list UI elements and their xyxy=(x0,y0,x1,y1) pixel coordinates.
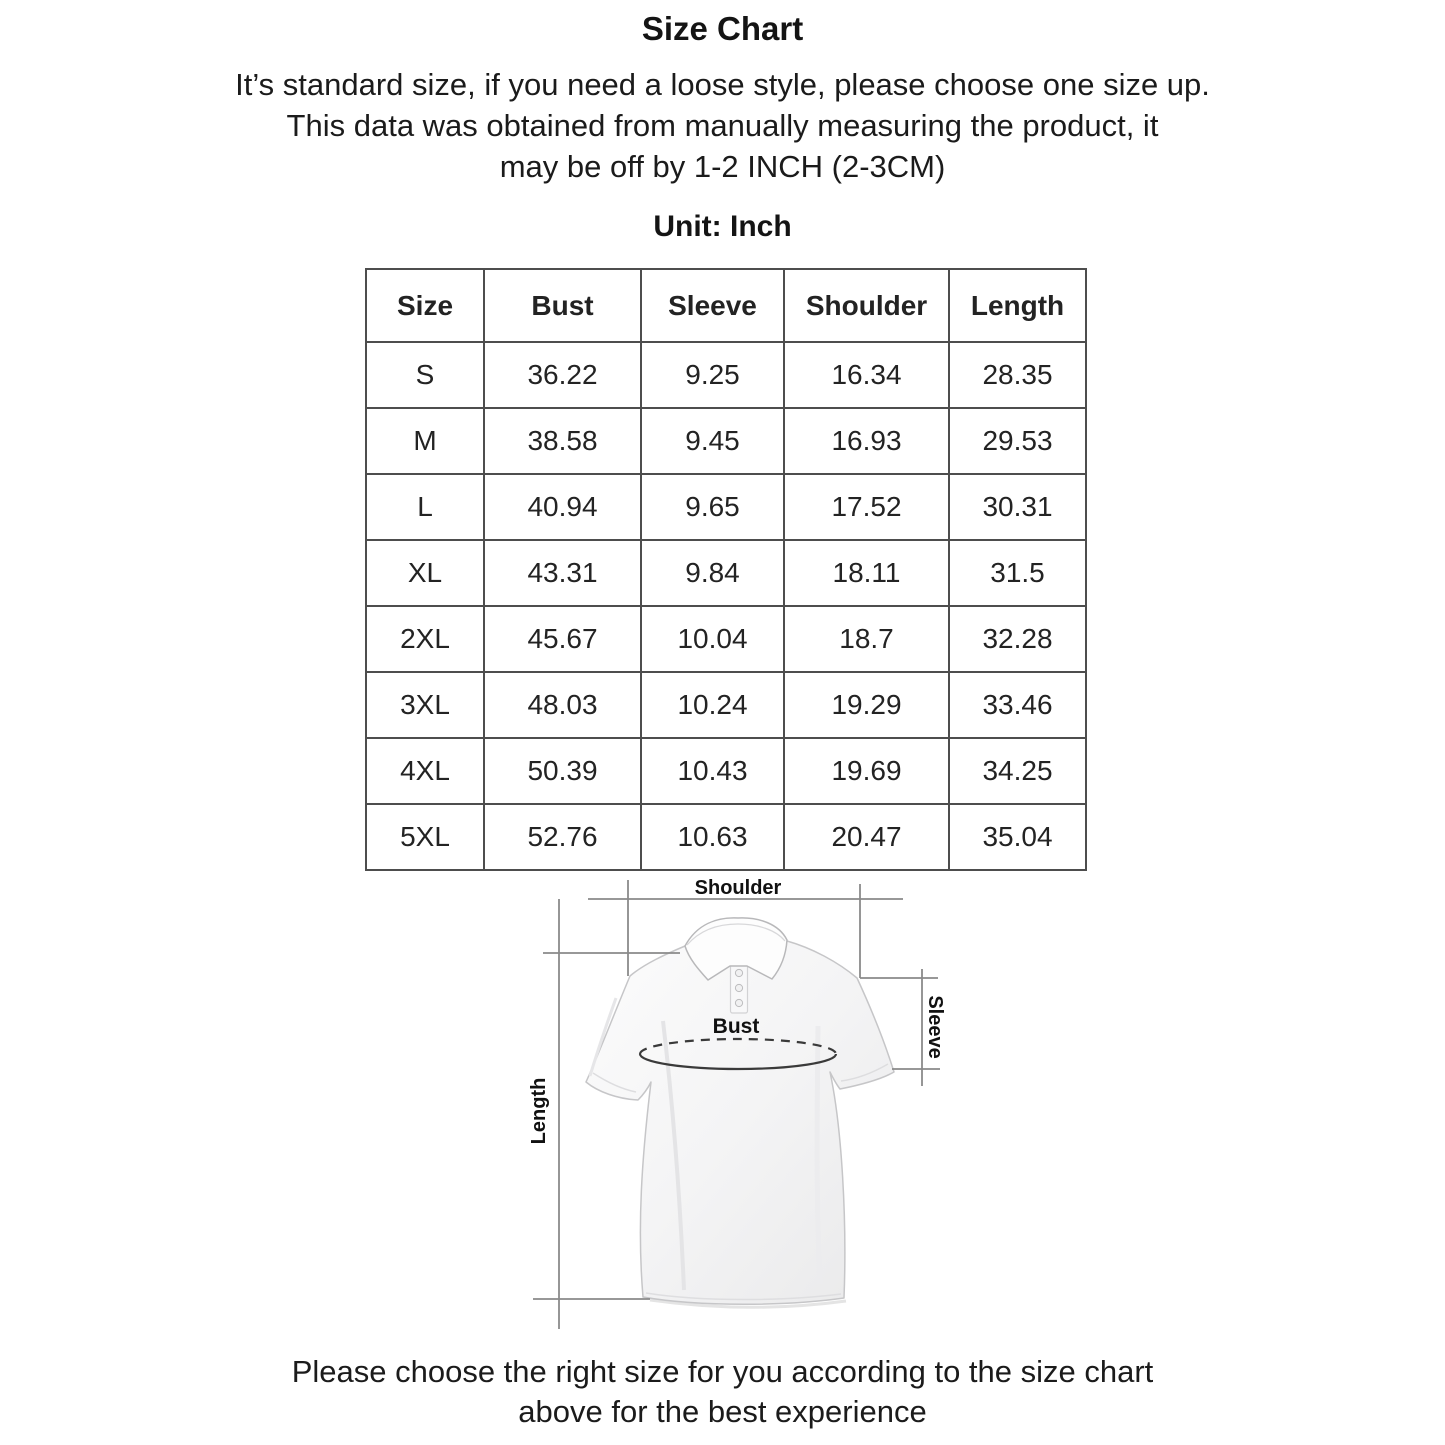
button-icon xyxy=(735,984,742,991)
measurement-diagram xyxy=(520,866,980,1336)
footer-note-line: above for the best experience xyxy=(518,1394,927,1429)
cell-size: L xyxy=(366,474,484,540)
cell-size: M xyxy=(366,408,484,474)
cell-size: XL xyxy=(366,540,484,606)
cell-size: S xyxy=(366,342,484,408)
cell-length: 34.25 xyxy=(949,738,1086,804)
cell-size: 3XL xyxy=(366,672,484,738)
size-note-line: It’s standard size, if you need a loose style, please choose one size up. xyxy=(235,67,1210,102)
shoulder-label: Shoulder xyxy=(694,877,782,899)
size-note xyxy=(0,64,1445,187)
polo-shirt-illustration xyxy=(586,918,894,1307)
size-table xyxy=(365,268,1087,871)
footer-note xyxy=(0,1352,1445,1432)
cell-sleeve: 9.84 xyxy=(641,540,784,606)
cell-sleeve: 10.04 xyxy=(641,606,784,672)
bust-label: Bust xyxy=(712,1015,760,1038)
cell-length: 28.35 xyxy=(949,342,1086,408)
cell-sleeve: 10.43 xyxy=(641,738,784,804)
col-header-shoulder: Shoulder xyxy=(784,269,949,342)
cell-size: 5XL xyxy=(366,804,484,870)
cell-bust: 48.03 xyxy=(484,672,641,738)
cell-shoulder: 19.29 xyxy=(784,672,949,738)
cell-length: 29.53 xyxy=(949,408,1086,474)
cell-bust: 38.58 xyxy=(484,408,641,474)
cell-bust: 36.22 xyxy=(484,342,641,408)
cell-sleeve: 10.24 xyxy=(641,672,784,738)
cell-sleeve: 9.45 xyxy=(641,408,784,474)
fold-line xyxy=(817,1026,820,1284)
table-row xyxy=(366,474,1086,540)
cell-sleeve: 9.25 xyxy=(641,342,784,408)
cell-length: 31.5 xyxy=(949,540,1086,606)
table-row xyxy=(366,606,1086,672)
button-icon xyxy=(735,999,742,1006)
table-row xyxy=(366,672,1086,738)
sleeve-label: Sleeve xyxy=(924,995,946,1059)
cell-length: 30.31 xyxy=(949,474,1086,540)
cell-shoulder: 18.11 xyxy=(784,540,949,606)
cell-shoulder: 20.47 xyxy=(784,804,949,870)
cell-shoulder: 17.52 xyxy=(784,474,949,540)
cell-shoulder: 16.34 xyxy=(784,342,949,408)
cell-bust: 52.76 xyxy=(484,804,641,870)
size-note-line: This data was obtained from manually measuring the product, it xyxy=(286,108,1159,143)
cell-bust: 50.39 xyxy=(484,738,641,804)
col-header-size: Size xyxy=(366,269,484,342)
table-row xyxy=(366,342,1086,408)
footer-note-line: Please choose the right size for you according to the size chart xyxy=(291,1354,1154,1389)
length-label: Length xyxy=(528,1077,550,1145)
col-header-sleeve: Sleeve xyxy=(641,269,784,342)
cell-size: 2XL xyxy=(366,606,484,672)
size-note-line: may be off by 1-2 INCH (2-3CM) xyxy=(499,149,946,184)
cell-bust: 45.67 xyxy=(484,606,641,672)
unit-label: Unit: Inch xyxy=(653,210,792,243)
cell-sleeve: 9.65 xyxy=(641,474,784,540)
table-row xyxy=(366,804,1086,870)
col-header-bust: Bust xyxy=(484,269,641,342)
cell-size: 4XL xyxy=(366,738,484,804)
cell-bust: 43.31 xyxy=(484,540,641,606)
table-row xyxy=(366,738,1086,804)
table-header-row xyxy=(366,269,1086,342)
cell-length: 35.04 xyxy=(949,804,1086,870)
table-row xyxy=(366,408,1086,474)
col-header-length: Length xyxy=(949,269,1086,342)
cell-shoulder: 18.7 xyxy=(784,606,949,672)
cell-length: 33.46 xyxy=(949,672,1086,738)
cell-sleeve: 10.63 xyxy=(641,804,784,870)
cell-shoulder: 16.93 xyxy=(784,408,949,474)
table-row xyxy=(366,540,1086,606)
cell-length: 32.28 xyxy=(949,606,1086,672)
cell-bust: 40.94 xyxy=(484,474,641,540)
page-title: Size Chart xyxy=(641,10,804,47)
button-icon xyxy=(735,969,742,976)
cell-shoulder: 19.69 xyxy=(784,738,949,804)
